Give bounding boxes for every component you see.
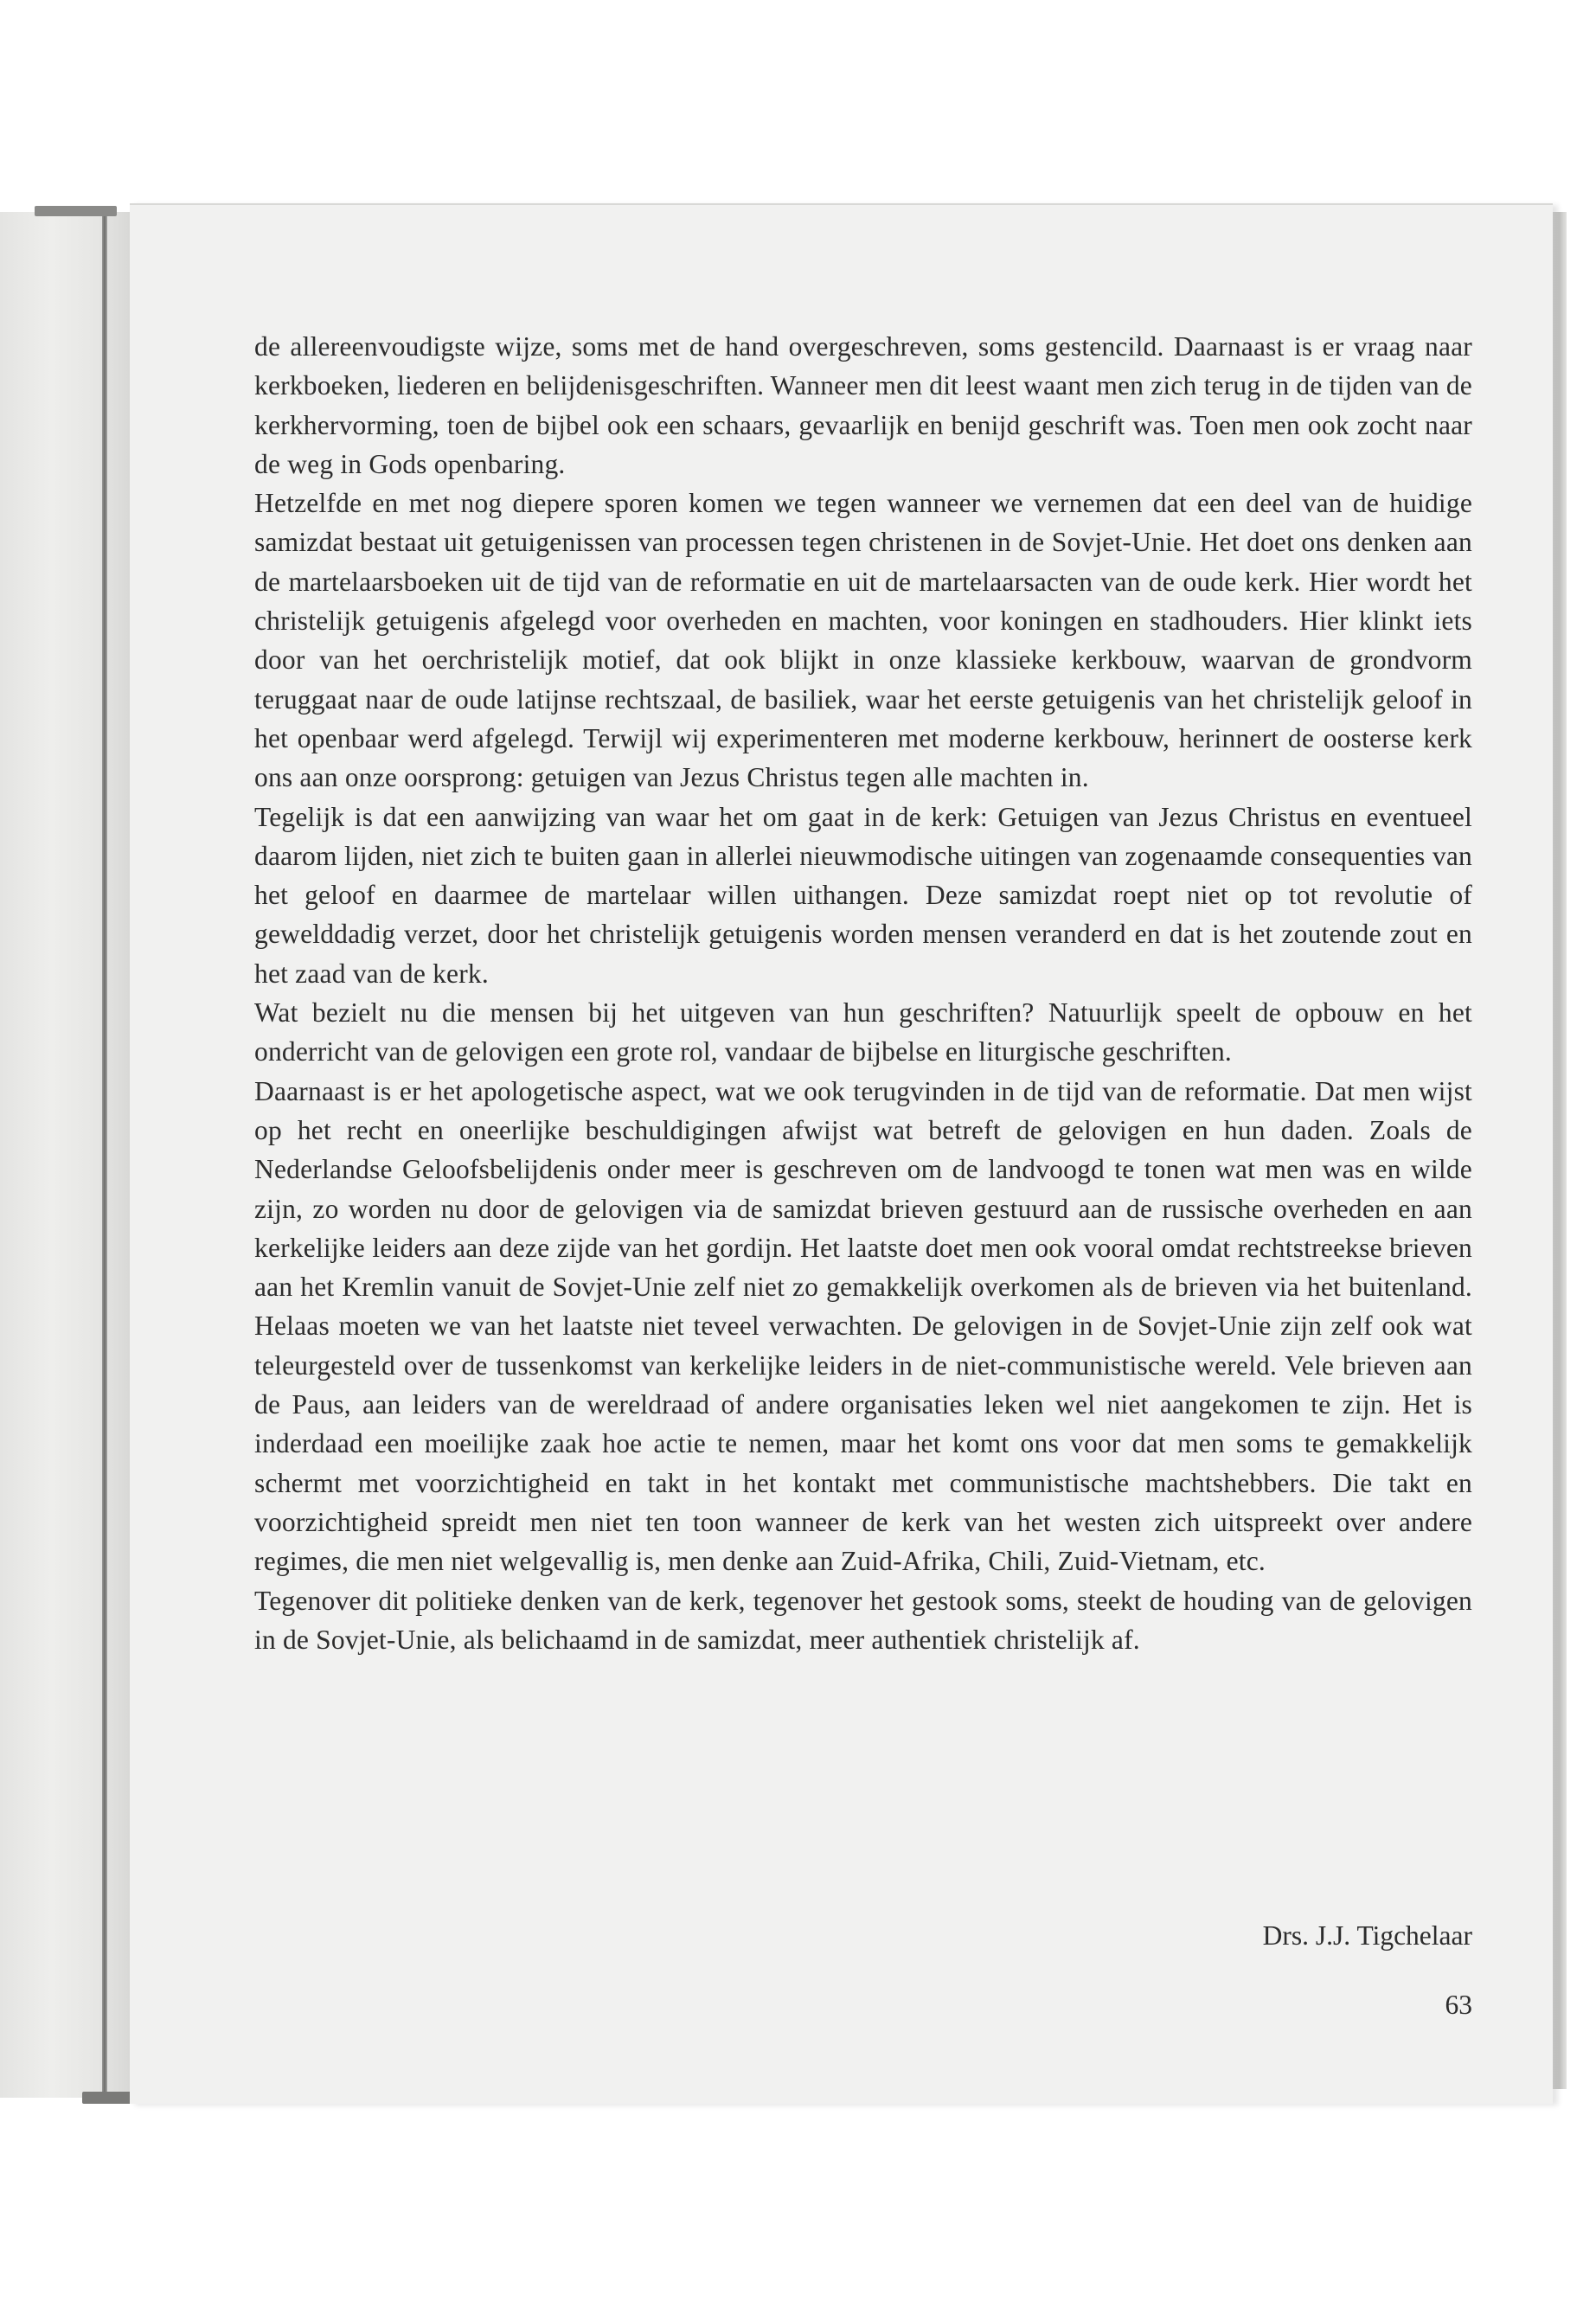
book-spine xyxy=(0,212,130,2098)
paragraph: Wat bezielt nu die mensen bij het uitgeven van hun geschriften? Natuurlijk speelt de opbouw en het onderricht van de gelovigen een grote rol, vandaar de bijbelse en liturgische geschriften. xyxy=(254,997,1472,1067)
paragraph: Hetzelfde en met nog diepere sporen komen we tegen wanneer we vernemen dat een deel van de huidige samizdat bestaat uit getuigenissen van processen tegen christenen in de Sovjet-Unie. Het doet ons denken aan de martelaarsboeken uit de tijd van de reformatie en uit de martelaarsacten van de oude kerk. Hier wordt het christelijk getuigenis afgelegd voor overheden en machten, voor koningen en stadhouders. Hier klinkt iets door van het oerchristelijk motief, dat ook blijkt in onze klassieke kerkbouw, waarvan de grondvorm teruggaat naar de oude latijnse rechtszaal, de basiliek, waar het eerste getuigenis van het christelijk geloof in het openbaar werd afgelegd. Terwijl wij experimenteren met moderne kerkbouw, herinnert de oosterse kerk ons aan onze oorsprong: getuigen van Jezus Christus tegen alle machten in. xyxy=(254,488,1472,793)
article-body xyxy=(254,327,1472,1659)
binding-edge xyxy=(102,212,107,2098)
page-stack-edge xyxy=(1553,212,1567,2089)
paragraph: Tegenover dit politieke denken van de kerk, tegenover het gestook soms, steekt de houding van de gelovigen in de Sovjet-Unie, als belichaamd in de samizdat, meer authentiek christelijk af. xyxy=(254,1585,1472,1655)
binding-top-edge xyxy=(35,206,117,216)
paragraph: Daarnaast is er het apologetische aspect, wat we ook terugvinden in de tijd van de reformatie. Dat men wijst op het recht en oneerlijke beschuldigingen afwijst wat betreft de gelovigen en hun daden. Zoals de Nederlandse Geloofsbelijdenis onder meer is geschreven om de landvoogd te tonen wat men was en wilde zijn, zo worden nu door de gelovigen via de samizdat brieven gestuurd aan de russische overheden en aan kerkelijke leiders aan deze zijde van het gordijn. Het laatste doet men ook vooral omdat rechtstreekse brieven aan het Kremlin vanuit de Sovjet-Unie zelf niet zo gemakkelijk overkomen als de brieven via het buitenland. Helaas moeten we van het laatste niet teveel verwachten. De gelovigen in de Sovjet-Unie zijn zelf ook wat teleurgesteld over de tussenkomst van kerkelijke leiders in de niet-communistische wereld. Vele brieven aan de Paus, aan leiders van de wereldraad of andere organisaties leken wel niet aangekomen te zijn. Het is inderdaad een moeilijke zaak hoe actie te nemen, maar het komt ons voor dat men soms te gemakkelijk schermt met voorzichtigheid en takt in het kontakt met communistische machtshebbers. Die takt en voorzichtigheid spreidt men niet ten toon wanneer de kerk van het westen zich uitspreekt over andere regimes, die men niet welgevallig is, men denke aan Zuid-Afrika, Chili, Zuid-Vietnam, etc. xyxy=(254,1075,1472,1577)
author-signature: Drs. J.J. Tigchelaar xyxy=(1262,1920,1472,1951)
paragraph: de allereenvoudigste wijze, soms met de hand overgeschreven, soms gestencild. Daarnaast is er vraag naar kerkboeken, liederen en belijdenisgeschriften. Wanneer men dit leest waant men zich terug in de tijden van de kerkhervorming, toen de bijbel ook een schaars, gevaarlijk en benijd geschrift was. Toen men ook zocht naar de weg in Gods openbaring. xyxy=(254,331,1472,479)
paragraph: Tegelijk is dat een aanwijzing van waar het om gaat in de kerk: Getuigen van Jezus Christus en eventueel daarom lijden, niet zich te buiten gaan in allerlei nieuwmodische uitingen van zogenaamde consequenties van het geloof en daarmee de martelaar willen uithangen. Deze samizdat roept niet op tot revolutie of gewelddadig verzet, door het christelijk getuigenis worden mensen veranderd en dat is het zoutende zout en het zaad van de kerk. xyxy=(254,801,1472,989)
binding-bottom-edge xyxy=(82,2092,134,2104)
page-number: 63 xyxy=(1445,1990,1472,2020)
